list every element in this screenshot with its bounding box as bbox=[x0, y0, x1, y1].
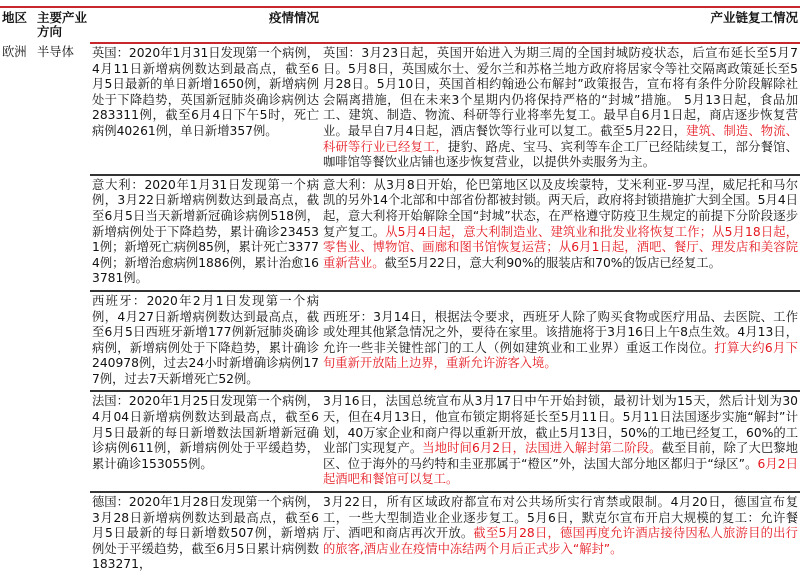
table-row bbox=[0, 43, 800, 175]
recovery-text: 截至目前，除了大巴黎地区、位于海外的马约特和圭亚那属于“橙区”外，法国大部分地区都归于“绿区”。 bbox=[323, 441, 798, 471]
recovery-text: 英国：3月23日起，英国开始进入为期三周的全国封城防疫状态，后宣布延长至5月7日。5月8日，英国威尔士、爱尔兰和苏格兰地方政府将居家令等社交隔离政策延长至5月28日。5月10日，英国首相约翰逊公布解封”政策报告，宣布将有条件分阶段解除社会隔离措施，但在未来3个星期内仍将保持严格的“封城”措施。 5月13日起，食品加工、建筑、制造、物流、科研等行业将率先复工。最早自6月1日起，商店逐步恢复营业。最早自7月4日起，酒店餐饮等行业可以复工。截至5月22日， bbox=[323, 46, 798, 138]
recovery-italy bbox=[321, 175, 800, 291]
header-recovery: 产业链复工情况 bbox=[321, 7, 800, 43]
header-region: 地区 bbox=[2, 10, 28, 25]
header-row bbox=[0, 7, 800, 43]
recovery-text: 3月22日，所有区域政府都宣布对公共场所实行宵禁或限制。4月20日，德国宣布复工，一些大型制造业企业逐步复工。5月6日，默克尔宣布开启大规模的复工：允许餐厅、酒吧和商店再次开放。 bbox=[323, 495, 798, 541]
recovery-highlight: 打算大约6月下旬重新开放陆上边界，重新允许游客入境。 bbox=[323, 340, 798, 371]
recovery-highlight: 当地时间6月2日，法国进入解封第二阶段。 bbox=[422, 441, 662, 456]
recovery-text: 捷豹、路虎、宝马、宾利等车企工厂已经陆续复工，部分餐馆、咖啡馆等餐饮业店铺也逐步恢复营业，以提供外卖服务为主。 bbox=[323, 139, 798, 170]
recovery-highlight: 从5月4日起，意大利制造业、建筑业和批发业将恢复工作；从5月18日起，零售业、博物馆、画廊和图书馆恢复运营；从6月1日起，酒吧、餐厅、理发店和美容院重新营业。 bbox=[323, 224, 798, 270]
recovery-text: 意大利：从3月8日开始，伦巴第地区以及皮埃蒙特，艾米利亚-罗马涅，威尼托和马尔凯的另外14个北部和中部省份都被封锁。两天后，政府将封锁措施扩大到全国。5月4日起，意大利将开始解除全国“封城”状态，在严格遵守防疫卫生规定的前提下分阶段逐步复产复工。 bbox=[323, 177, 798, 239]
epidemic-france: 法国：2020年1月25日发现第一个病例，4月04日新增病例数达到最高点，截至6月5日最新的每日新增数法国新增新冠确诊病例611例，新增病例处于平缓趋势，累计确诊153055例。 bbox=[90, 391, 321, 492]
recovery-highlight: 6月2日起酒吧和餐馆可以复工。 bbox=[323, 456, 799, 487]
table-row bbox=[0, 291, 800, 392]
header-epidemic: 疫情情况 bbox=[90, 7, 321, 43]
table-row bbox=[0, 391, 800, 492]
recovery-highlight: 截至5月28日，德国再度允许酒店接待因私人旅游目的出行的旅客,酒店业在疫情中冻结两个月后正式步入“解封”。 bbox=[323, 526, 798, 556]
header-industry: 主要产业 方向 bbox=[37, 10, 88, 39]
region-cell: 欧洲 bbox=[2, 45, 27, 59]
epidemic-germany: 德国：2020年1月28日发现第一个病例，3月28日新增病例数达到最高点，截至6月5日最新的每日新增数507例，新增病例处于平缓趋势，截至6月5日累计病例数183271， bbox=[92, 495, 319, 572]
recovery-spain bbox=[321, 291, 800, 392]
recovery-germany bbox=[321, 492, 800, 576]
recovery-uk bbox=[321, 43, 800, 175]
recovery-highlight: 建筑、制造、物流、科研等行业已经复工， bbox=[323, 123, 798, 154]
epidemic-italy: 意大利：2020年1月31日发现第一个病例，3月22日新增病例数达到最高点，截至6月5日当天新增新冠确诊病例518例，新增病例处于下降趋势，累计确诊234531例；新增死亡病例85例，累计死亡33774例；新增治愈病例1886例，累计治愈163781例。 bbox=[90, 175, 321, 291]
recovery-france bbox=[321, 391, 800, 492]
recovery-table bbox=[0, 6, 800, 576]
epidemic-spain: 西班牙：2020年2月1日发现第一个病例，4月27日新增病例数达到最高点，截至6月5日西班牙新增177例新冠肺炎确诊病例，新增病例处于下降趋势，累计确诊240978例，过去24小时新增确诊病例177例，过去7天新增死亡52例。 bbox=[90, 291, 321, 392]
table-row bbox=[0, 492, 800, 576]
recovery-text: 截至5月22日，意大利90%的服装店和70%的饭店已经复工。 bbox=[384, 255, 721, 270]
epidemic-uk: 英国：2020年1月31日发现第一个病例，4月11日新增病例数达到最高点，截至6月5日最新的单日新增1650例，新增病例处于下降趋势，英国新冠肺炎确诊病例达283311例，截至6月4日下午5时，死亡病例40261例，单日新增357例。 bbox=[90, 43, 321, 175]
recovery-text: 3月16日，法国总统宣布从3月17日中午开始封锁，最初计划为15天，然后计划为30天，但在4月13日，他宣布锁定期将延长至5月11日。5月11日法国逐步实施“解封”计划，40万家企业和商户得以重新开放，截止5月13日，50%的工地已经复工，60%的工业部门实现复产。 bbox=[323, 394, 798, 456]
industry-cell: 半导体 bbox=[37, 45, 74, 59]
recovery-text: 西班牙：3月14日，根据法令要求，西班牙人除了购买食物或医疗用品、去医院、工作或处理其他紧急情况之外，要待在家里。该措施将于3月16日上午8点生效。4月13日，允许一些非关键性部门的工人（例如建筑业和工业界）重返工作岗位。 bbox=[323, 309, 798, 355]
table-row bbox=[0, 175, 800, 291]
